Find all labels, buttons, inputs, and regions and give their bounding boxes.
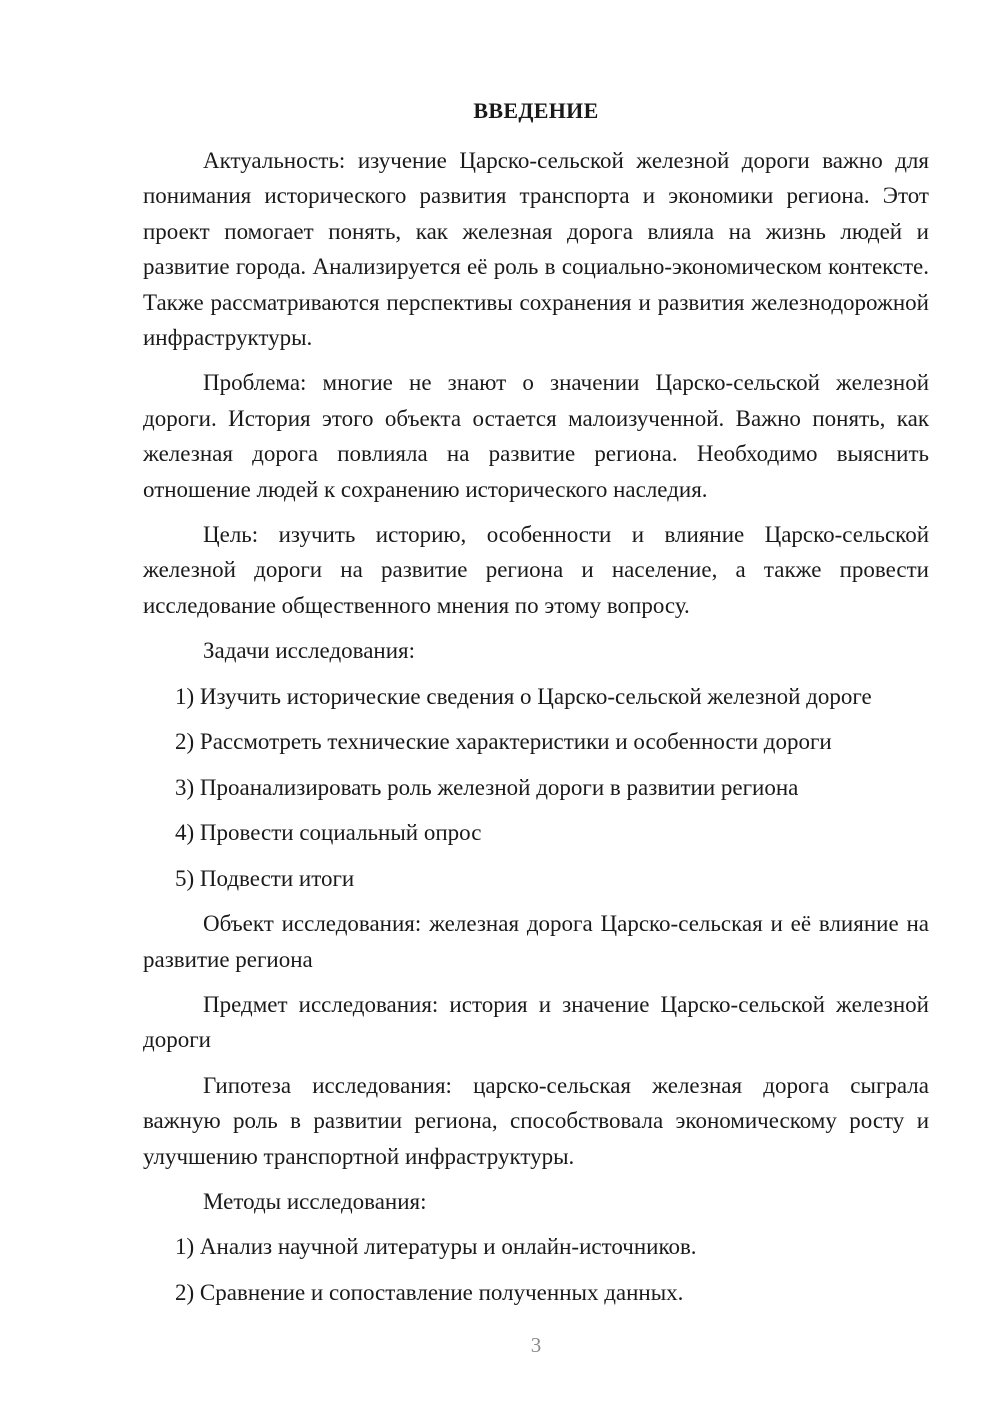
tasks-heading: Задачи исследования:: [203, 638, 416, 664]
tasks-list: [143, 679, 929, 896]
methods-list: [143, 1229, 929, 1310]
list-item: 5) Подвести итоги: [175, 865, 355, 891]
list-item: 1) Анализ научной литературы и онлайн-источников.: [175, 1234, 697, 1260]
page-number: 3: [530, 1333, 542, 1357]
paragraph-hypothesis: Гипотеза исследования: царско-сельская железная дорога сыграла важную роль в развитии региона, способствовала экономическому росту и улучшению транспортной инфраструктуры.: [143, 1072, 929, 1169]
paragraph-subject: Предмет исследования: история и значение Царско-сельской железной дороги: [143, 992, 929, 1053]
list-item: 1) Изучить исторические сведения о Царско-сельской железной дороге: [175, 683, 872, 709]
list-item: 2) Рассмотреть технические характеристики и особенности дороги: [175, 729, 832, 755]
paragraph-object: Объект исследования: железная дорога Царско-сельская и её влияние на развитие региона: [143, 911, 929, 972]
methods-heading: Методы исследования:: [203, 1189, 427, 1215]
paragraph-goal: Цель: изучить историю, особенности и влияние Царско-сельской железной дороги на развитие региона и население, а также провести исследование общественного мнения по этому вопросу.: [143, 522, 929, 618]
page-title: ВВЕДЕНИЕ: [473, 98, 599, 123]
list-item: 2) Сравнение и сопоставление полученных данных.: [175, 1279, 684, 1305]
document-page: [143, 0, 929, 1414]
list-item: 4) Провести социальный опрос: [175, 820, 482, 846]
document-body: [143, 143, 929, 1320]
paragraph-problem: Проблема: многие не знают о значении Царско-сельской железной дороги. История этого объекта остается малоизученной. Важно понять, как железная дорога повлияла на развитие региона. Необходимо выяснить отношение людей к сохранению исторического наследия.: [143, 370, 929, 502]
paragraph-relevance: Актуальность: изучение Царско-сельской железной дороги важно для понимания исторического развития транспорта и экономики региона. Этот проект помогает понять, как железная дорога влияла на жизнь людей и развитие города. Анализируется её роль в социально-экономическом контексте. Также рассматриваются перспективы сохранения и развития железнодорожной инфраструктуры.: [143, 148, 929, 351]
list-item: 3) Проанализировать роль железной дороги в развитии региона: [175, 774, 799, 800]
